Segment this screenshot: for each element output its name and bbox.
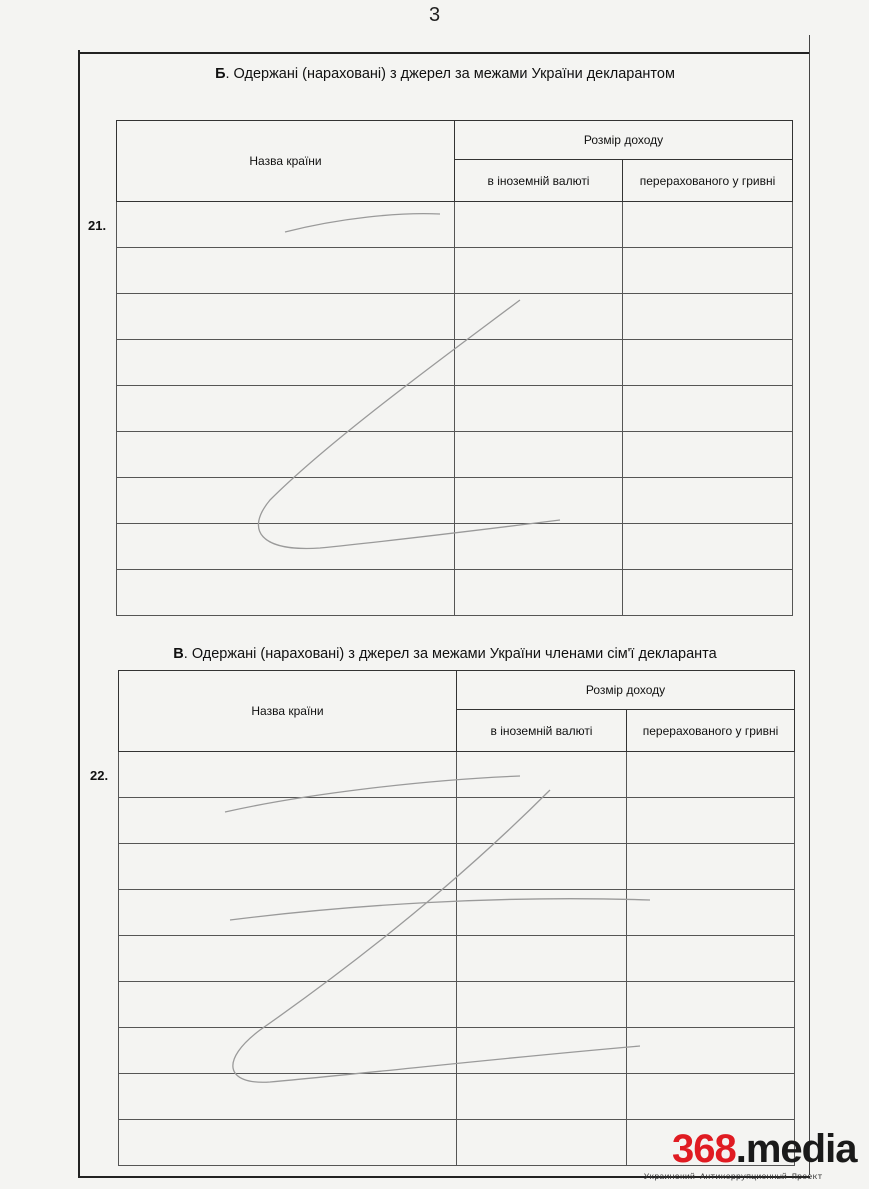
- table-row: [117, 478, 793, 524]
- income-table-family: [118, 670, 795, 1166]
- cell-foreign-currency: [457, 844, 627, 890]
- table-row: [117, 386, 793, 432]
- header-income-size: Розмір доходу: [457, 671, 795, 710]
- cell-country: [119, 1120, 457, 1166]
- cell-converted-uah: [623, 248, 793, 294]
- cell-country: [119, 1028, 457, 1074]
- frame-border-left: [78, 50, 80, 1178]
- cell-converted-uah: [627, 1074, 795, 1120]
- cell-country: [117, 570, 455, 616]
- cell-country: [119, 752, 457, 798]
- cell-foreign-currency: [457, 890, 627, 936]
- cell-foreign-currency: [457, 798, 627, 844]
- table-row: [119, 890, 795, 936]
- cell-country: [117, 248, 455, 294]
- cell-converted-uah: [623, 432, 793, 478]
- watermark-subtitle: Украинский Антикоррупционный Проект: [644, 1172, 823, 1182]
- section-v-letter: В: [173, 646, 184, 662]
- table-row: [119, 936, 795, 982]
- cell-converted-uah: [627, 844, 795, 890]
- table-row: [117, 294, 793, 340]
- cell-foreign-currency: [457, 1120, 627, 1166]
- cell-country: [117, 432, 455, 478]
- table-row: [119, 844, 795, 890]
- cell-converted-uah: [627, 752, 795, 798]
- section-b-letter: Б: [215, 66, 226, 82]
- cell-converted-uah: [623, 524, 793, 570]
- table-row: [119, 982, 795, 1028]
- cell-foreign-currency: [457, 1028, 627, 1074]
- cell-converted-uah: [623, 294, 793, 340]
- table-row: [119, 1074, 795, 1120]
- cell-foreign-currency: [457, 752, 627, 798]
- page-number: 3: [428, 4, 441, 26]
- table-row: [119, 798, 795, 844]
- header-foreign-currency: в іноземній валюті: [457, 710, 627, 752]
- cell-converted-uah: [623, 340, 793, 386]
- frame-border-top: [78, 52, 810, 54]
- row-number-21: 21.: [88, 218, 107, 233]
- section-b-title-text: . Одержані (нараховані) з джерел за межами України декларантом: [225, 66, 675, 82]
- income-table-declarant: [116, 120, 793, 616]
- cell-foreign-currency: [455, 386, 623, 432]
- cell-country: [119, 982, 457, 1028]
- table-row: [117, 570, 793, 616]
- cell-converted-uah: [627, 982, 795, 1028]
- cell-foreign-currency: [457, 1074, 627, 1120]
- header-income-size: Розмір доходу: [455, 121, 793, 160]
- cell-foreign-currency: [455, 202, 623, 248]
- cell-converted-uah: [627, 1028, 795, 1074]
- cell-foreign-currency: [457, 982, 627, 1028]
- table-row: [117, 524, 793, 570]
- cell-country: [119, 1074, 457, 1120]
- watermark-logo: [644, 1127, 869, 1189]
- cell-country: [119, 798, 457, 844]
- cell-converted-uah: [627, 798, 795, 844]
- header-converted-uah: перерахованого у гривні: [627, 710, 795, 752]
- table-row: [117, 248, 793, 294]
- cell-country: [117, 478, 455, 524]
- cell-country: [119, 890, 457, 936]
- table-row: [119, 1028, 795, 1074]
- cell-foreign-currency: [455, 524, 623, 570]
- watermark-brand-domain: .media: [735, 1127, 857, 1171]
- frame-border-right: [809, 35, 810, 1175]
- table-row: [117, 340, 793, 386]
- watermark-brand: [672, 1128, 869, 1170]
- cell-converted-uah: [623, 386, 793, 432]
- header-converted-uah: перерахованого у гривні: [623, 160, 793, 202]
- cell-foreign-currency: [455, 248, 623, 294]
- section-v-title: [80, 646, 810, 662]
- cell-converted-uah: [627, 936, 795, 982]
- cell-converted-uah: [623, 202, 793, 248]
- table-row: [117, 202, 793, 248]
- cell-converted-uah: [623, 570, 793, 616]
- cell-foreign-currency: [455, 340, 623, 386]
- cell-foreign-currency: [455, 478, 623, 524]
- table-row: [119, 752, 795, 798]
- cell-country: [117, 524, 455, 570]
- cell-country: [117, 386, 455, 432]
- header-country-name: Назва країни: [119, 671, 457, 752]
- cell-country: [117, 340, 455, 386]
- cell-converted-uah: [627, 890, 795, 936]
- table-row: [117, 432, 793, 478]
- cell-foreign-currency: [455, 570, 623, 616]
- section-b-title: [80, 66, 810, 82]
- section-v-title-text: . Одержані (нараховані) з джерел за межами України членами сім'ї декларанта: [183, 646, 717, 662]
- cell-converted-uah: [623, 478, 793, 524]
- cell-foreign-currency: [455, 432, 623, 478]
- watermark-brand-number: 368: [672, 1127, 736, 1171]
- header-foreign-currency: в іноземній валюті: [455, 160, 623, 202]
- cell-country: [117, 294, 455, 340]
- row-number-22: 22.: [90, 768, 109, 783]
- cell-foreign-currency: [455, 294, 623, 340]
- cell-country: [119, 936, 457, 982]
- cell-country: [119, 844, 457, 890]
- cell-country: [117, 202, 455, 248]
- cell-foreign-currency: [457, 936, 627, 982]
- header-country-name: Назва країни: [117, 121, 455, 202]
